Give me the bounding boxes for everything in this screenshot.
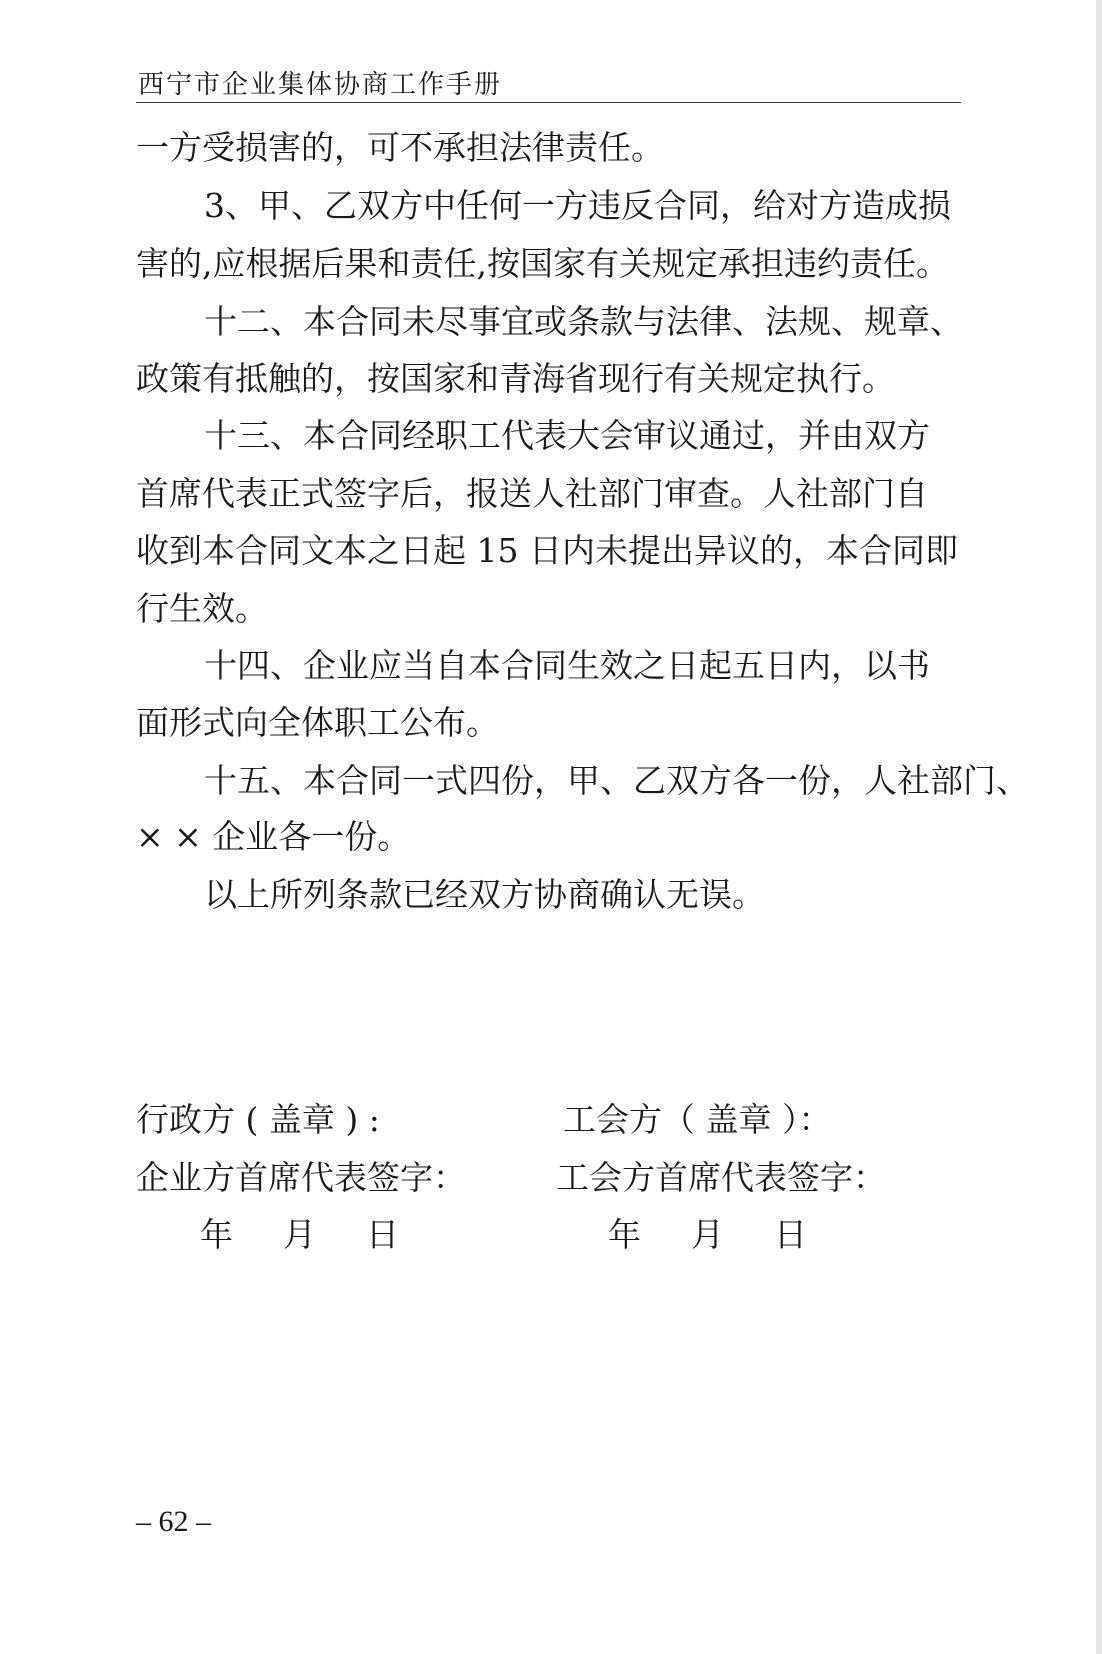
- month-label: 月: [691, 1215, 724, 1254]
- left-signature-date: [200, 1215, 399, 1255]
- day-label: 日: [774, 1215, 807, 1254]
- paragraph-line: 十三、本合同经职工代表大会审议通过，并由双方: [204, 416, 930, 455]
- page-edge: [1096, 0, 1102, 1654]
- right-signature-date: [608, 1215, 807, 1255]
- paragraph-line: 政策有抵触的，按国家和青海省现行有关规定执行。: [136, 359, 895, 398]
- header-rule: [136, 102, 961, 103]
- page-header-title: 西宁市企业集体协商工作手册: [138, 70, 503, 100]
- enterprise-representative-signature-label: 企业方首席代表签字：: [136, 1158, 466, 1197]
- year-label: 年: [608, 1215, 641, 1254]
- paragraph-line: 以上所列条款已经双方协商确认无误。: [204, 875, 765, 914]
- paragraph-line: 面形式向全体职工公布。: [136, 703, 499, 742]
- paragraph-line: 十四、企业应当自本合同生效之日起五日内，以书: [204, 646, 930, 685]
- year-label: 年: [200, 1215, 233, 1254]
- day-label: 日: [366, 1215, 399, 1254]
- paragraph-line: 一方受损害的，可不承担法律责任。: [136, 128, 664, 167]
- paragraph-line: 十二、本合同未尽事宜或条款与法律、法规、规章、: [204, 302, 963, 341]
- paragraph-line: 3、甲、乙双方中任何一方违反合同，给对方造成损: [204, 186, 951, 225]
- page-number: – 62 –: [136, 1505, 211, 1538]
- administration-seal-label: 行政方 ( 盖章 ) :: [136, 1100, 380, 1139]
- paragraph-line: × × 企业各一份。: [136, 817, 411, 856]
- paragraph-line: 收到本合同文本之日起 15 日内未提出异议的，本合同即: [136, 531, 958, 570]
- paragraph-line: 首席代表正式签字后，报送人社部门审查。人社部门自: [136, 474, 928, 513]
- month-label: 月: [283, 1215, 316, 1254]
- paragraph-line: 十五、本合同一式四份，甲、乙双方各一份，人社部门、: [204, 761, 1029, 800]
- paragraph-line: 害的,应根据后果和责任,按国家有关规定承担违约责任。: [136, 244, 949, 283]
- union-seal-label: 工会方（ 盖章 ）：: [563, 1100, 832, 1139]
- paragraph-line: 行生效。: [136, 589, 268, 628]
- union-representative-signature-label: 工会方首席代表签字：: [556, 1158, 886, 1197]
